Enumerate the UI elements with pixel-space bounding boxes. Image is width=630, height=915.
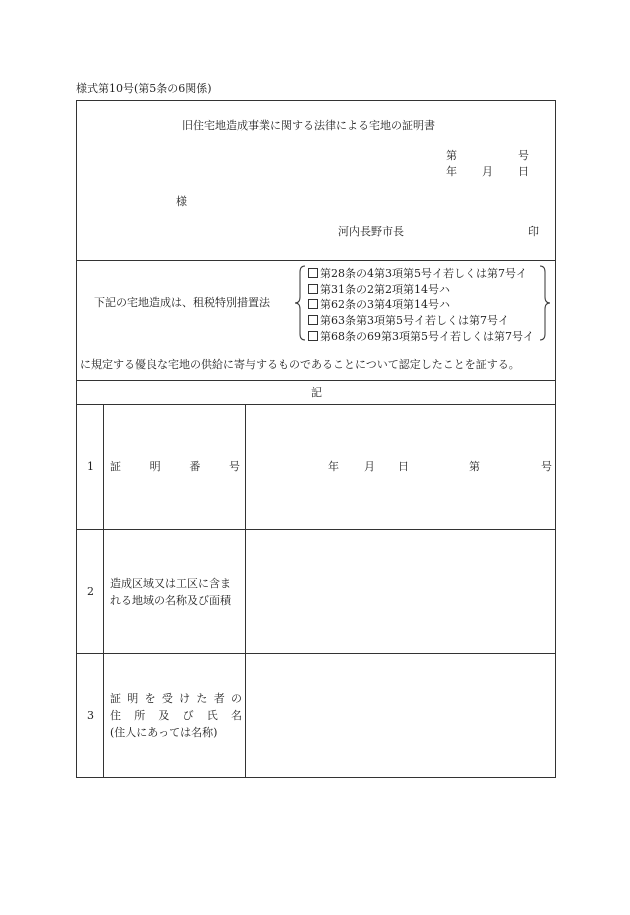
- label-char: 号: [228, 460, 240, 473]
- checkbox[interactable]: [308, 331, 318, 341]
- row-number: 1: [87, 460, 94, 473]
- row-label-cert-number: [110, 461, 240, 472]
- divider-statement: [76, 380, 556, 381]
- option-item: 第63条第3項第5号イ若しくは第7号イ: [308, 315, 509, 326]
- label-char: 番: [189, 460, 201, 473]
- row1-month: 月: [364, 460, 375, 473]
- issuer-name: 河内長野市長: [338, 225, 404, 238]
- row1-go: 号: [541, 460, 552, 473]
- certificate-title: 旧住宅地造成事業に関する法律による宅地の証明書: [182, 119, 435, 132]
- certificate-form: [76, 100, 556, 778]
- table-col-divider-1: [103, 404, 104, 778]
- label-char: 証: [110, 692, 121, 705]
- option-item: 第31条の2第2項第14号ハ: [308, 284, 450, 295]
- row1-year: 年: [328, 460, 339, 473]
- checkbox[interactable]: [308, 284, 318, 294]
- label-char: け: [179, 692, 191, 705]
- option-item: 第62条の3第4項第14号ハ: [308, 299, 450, 310]
- table-col-divider-2: [245, 404, 246, 778]
- checkbox[interactable]: [308, 315, 318, 325]
- date-month: 月: [482, 165, 493, 178]
- label-char: 及: [158, 709, 170, 722]
- date-year: 年: [446, 165, 457, 178]
- row-number: 2: [87, 585, 94, 598]
- label-line-spread: [110, 707, 242, 724]
- label-char: 所: [134, 709, 146, 722]
- row-label-recipient: 証 明 を 受 け た 者 の 住 所 及 び 氏 名 (住人にあっては名称): [110, 692, 242, 739]
- row1-day: 日: [398, 460, 409, 473]
- form-number-label: 様式第10号(第5条の6関係): [76, 82, 212, 95]
- divider-ki: [76, 404, 556, 405]
- seal-mark: 印: [528, 225, 539, 238]
- label-char: 名: [230, 709, 242, 722]
- table-row-divider: [76, 529, 556, 530]
- cert-number-go: 号: [518, 149, 529, 162]
- checkbox[interactable]: [308, 299, 318, 309]
- label-char: 明: [149, 460, 161, 473]
- label-char: 受: [161, 692, 173, 705]
- row1-dai: 第: [469, 460, 480, 473]
- table-row-divider: [76, 653, 556, 654]
- divider-header: [76, 260, 556, 261]
- recipient-honorific: 様: [176, 195, 187, 208]
- date-day: 日: [518, 165, 529, 178]
- statement-conclusion: に規定する優良な宅地の供給に寄与するものであることについて認定したことを証する。: [80, 358, 520, 371]
- label-char: び: [182, 709, 194, 722]
- label-char: 氏: [206, 709, 218, 722]
- row-label-area-name: 造成区域又は工区に含ま れる地域の名称及び面積: [110, 577, 231, 607]
- ki-heading: 記: [311, 386, 322, 399]
- checkbox[interactable]: [308, 268, 318, 278]
- option-item: 第68条の69第3項第5号イ若しくは第7号イ: [308, 331, 534, 342]
- label-char: を: [144, 692, 156, 705]
- row-number: 3: [87, 709, 94, 722]
- left-brace: [293, 264, 307, 342]
- cert-number-dai: 第: [446, 149, 457, 162]
- option-item: 第28条の4第3項第5号イ若しくは第7号イ: [308, 268, 527, 279]
- label-char: 証: [110, 460, 121, 473]
- label-line-spread: [110, 690, 242, 707]
- label-char: の: [230, 692, 242, 705]
- right-brace: [538, 264, 552, 342]
- label-char: 住: [110, 709, 121, 722]
- label-char: た: [196, 692, 208, 705]
- statement-lead: 下記の宅地造成は、租税特別措置法: [94, 296, 270, 309]
- label-char: 者: [213, 692, 225, 705]
- label-char: 明: [127, 692, 139, 705]
